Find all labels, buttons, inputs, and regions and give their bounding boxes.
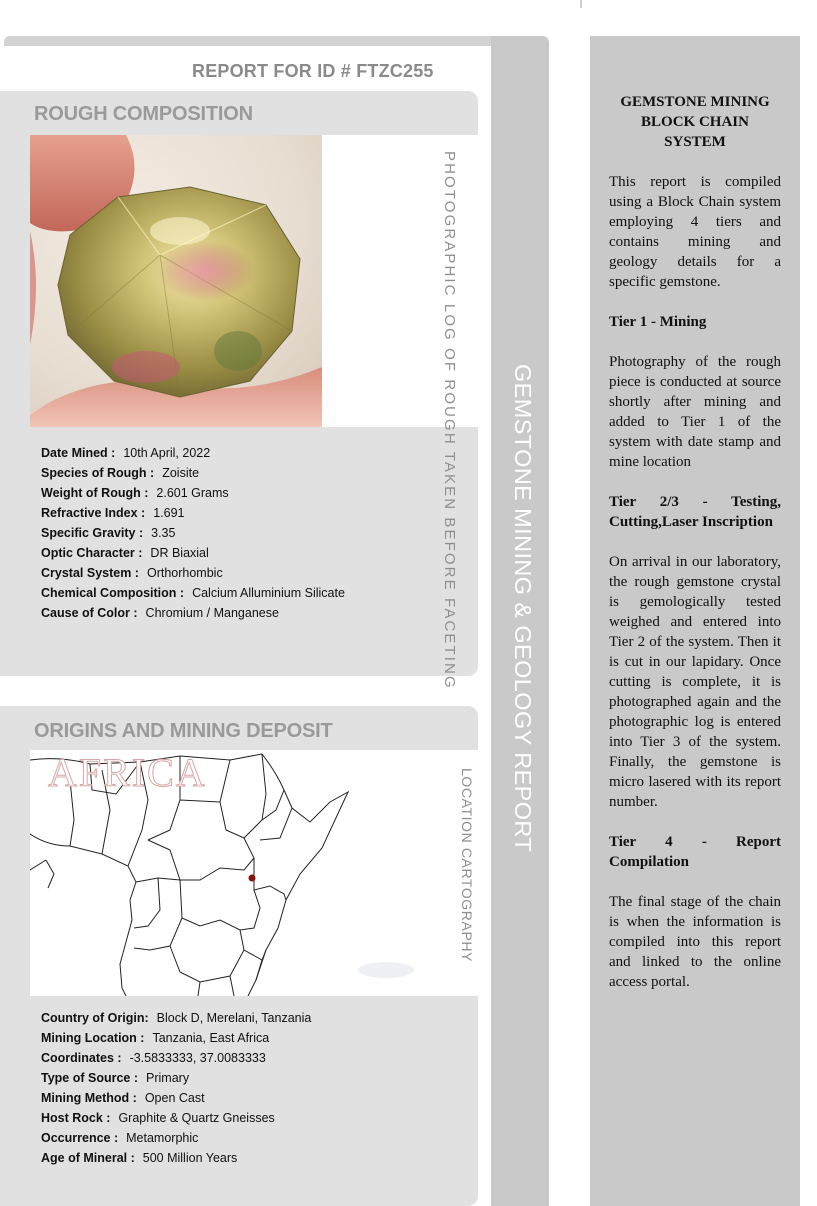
origin-spec-row (41, 1108, 311, 1128)
spec-label: Cause of Color : (41, 606, 138, 620)
origin-spec-row (41, 1088, 311, 1108)
tier-1-text: Photography of the rough piece is conducted at source shortly after mining and added to Tier 1 of the system with date stamp and mine location (609, 354, 781, 470)
spec-value: 3.35 (151, 526, 176, 540)
rough-spec-row (41, 463, 345, 483)
origin-spec-row (41, 1148, 311, 1168)
spec-label: Date Mined : (41, 446, 116, 460)
spec-value: Chromium / Manganese (145, 606, 279, 620)
spec-value: Tanzania, East Africa (152, 1031, 270, 1045)
rough-spec-row (41, 443, 345, 463)
spec-label: Refractive Index : (41, 506, 146, 520)
origin-spec-row (41, 1008, 311, 1028)
spec-value: Primary (146, 1071, 190, 1085)
rough-spec-list (41, 443, 345, 623)
tier-4-text: The final stage of the chain is when the information is compiled into this report and linked to the online access portal. (609, 894, 781, 990)
origin-spec-row (41, 1048, 311, 1068)
rough-spec-row (41, 603, 345, 623)
report-id-heading: REPORT FOR ID # FTZC255 (192, 61, 434, 81)
rough-spec-row (41, 563, 345, 583)
africa-map-image (30, 750, 426, 996)
info-column (590, 36, 800, 1206)
info-heading: GEMSTONE MINING BLOCK CHAIN SYSTEM (620, 94, 770, 150)
spec-value: 1.691 (153, 506, 185, 520)
origin-spec-row (41, 1068, 311, 1088)
rough-gemstone-photo (30, 135, 322, 427)
info-content (609, 92, 781, 1012)
tier-4-title: Tier 4 - Report Compilation (609, 834, 781, 870)
origin-spec-row (41, 1028, 311, 1048)
rough-spec-row (41, 503, 345, 523)
info-intro: This report is compiled using a Block Chain system employing 4 tiers and contains mining and geology details for a specific gemstone. (609, 174, 781, 290)
spec-label: Type of Source : (41, 1071, 139, 1085)
spec-label: Mining Method : (41, 1091, 137, 1105)
map-caption: LOCATION CARTOGRAPHY (459, 768, 475, 963)
spec-label: Species of Rough : (41, 466, 155, 480)
map-area (30, 750, 478, 996)
rough-spec-row (41, 483, 345, 503)
spec-label: Coordinates : (41, 1051, 122, 1065)
top-bar (4, 36, 549, 46)
rough-spec-row (41, 543, 345, 563)
rough-composition-title: ROUGH COMPOSITION (34, 103, 253, 125)
rough-photo-caption: PHOTOGRAPHIC LOG OF ROUGH TAKEN BEFORE FACETING (441, 151, 458, 690)
tier-2-3-title: Tier 2/3 - Testing, Cutting,Laser Inscription (609, 494, 781, 530)
spec-label: Occurrence : (41, 1131, 119, 1145)
report-side-title: GEMSTONE MINING & GEOLOGY REPORT (510, 364, 536, 853)
origins-panel (0, 706, 478, 1206)
rough-gemstone-image (30, 135, 322, 427)
spec-label: Optic Character : (41, 546, 143, 560)
tier-2-3-text: On arrival in our laboratory, the rough gemstone crystal is gemologically tested weighed and entered into Tier 2 of the system. Then it is cut in our lapidary. Once cutting is complete, it is photographed again and the photographic log is entered into Tier 3 of the system. Finally, the gemstone is micro lasered with its report number. (609, 554, 781, 810)
spec-value: Metamorphic (126, 1131, 199, 1145)
spec-value: Zoisite (162, 466, 200, 480)
rough-spec-row (41, 523, 345, 543)
spec-value: DR Biaxial (150, 546, 209, 560)
top-tick-mark (580, 0, 582, 8)
origin-spec-row (41, 1128, 311, 1148)
tier-1-title: Tier 1 - Mining (609, 314, 707, 330)
spec-value: Graphite & Quartz Gneisses (118, 1111, 275, 1125)
spec-value: 2.601 Grams (156, 486, 229, 500)
spec-value: -3.5833333, 37.0083333 (129, 1051, 266, 1065)
spec-label: Country of Origin: (41, 1011, 149, 1025)
origins-title: ORIGINS AND MINING DEPOSIT (34, 720, 333, 742)
spec-label: Chemical Composition : (41, 586, 185, 600)
spec-value: Calcium Alluminium Silicate (192, 586, 345, 600)
spec-value: Open Cast (144, 1091, 205, 1105)
spec-label: Age of Mineral : (41, 1151, 135, 1165)
africa-map (30, 750, 426, 996)
map-africa-label: AFRICA (48, 750, 207, 795)
origins-spec-list (41, 1008, 311, 1168)
spec-label: Weight of Rough : (41, 486, 149, 500)
spec-value: 500 Million Years (142, 1151, 238, 1165)
rough-spec-row (41, 583, 345, 603)
spec-value: 10th April, 2022 (123, 446, 211, 460)
spec-label: Crystal System : (41, 566, 139, 580)
spec-value: Block D, Merelani, Tanzania (156, 1011, 312, 1025)
spec-label: Host Rock : (41, 1111, 111, 1125)
spec-value: Orthorhombic (146, 566, 223, 580)
rough-composition-panel (0, 91, 478, 690)
mine-location-marker (249, 875, 256, 882)
spec-label: Mining Location : (41, 1031, 145, 1045)
spec-label: Specific Gravity : (41, 526, 144, 540)
